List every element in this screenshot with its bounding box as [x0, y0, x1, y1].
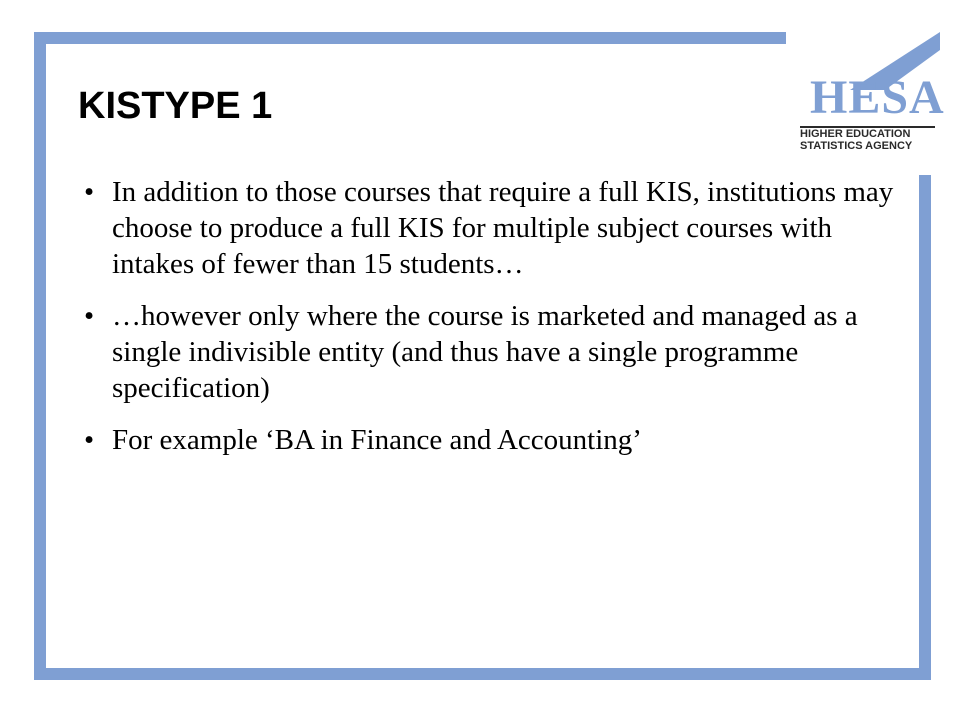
- logo-wordmark: HESA: [810, 71, 945, 124]
- bullet-dot: •: [84, 176, 95, 208]
- bullet-item: [84, 298, 904, 406]
- bullet-dot: •: [84, 300, 95, 332]
- logo-subtitle-line1: HIGHER EDUCATION: [800, 128, 911, 140]
- bullet-dot: •: [84, 424, 95, 456]
- hesa-logo: [790, 30, 945, 175]
- bullet-item: [84, 422, 904, 458]
- bullet-list: [84, 174, 904, 474]
- bullet-text: For example ‘BA in Finance and Accounting’: [112, 424, 642, 456]
- logo-subtitle-line2: STATISTICS AGENCY: [800, 140, 913, 152]
- bullet-text: In addition to those courses that require a full KIS, institutions may choose to produce a full KIS for multiple subject courses with intakes of fewer than 15 students…: [112, 176, 894, 280]
- bullet-item: [84, 174, 904, 282]
- bullet-text: …however only where the course is marketed and managed as a single indivisible entity (and thus have a single programme specification): [112, 300, 858, 404]
- logo-subtitle: [800, 128, 940, 152]
- slide-title: KISTYPE 1: [78, 85, 273, 127]
